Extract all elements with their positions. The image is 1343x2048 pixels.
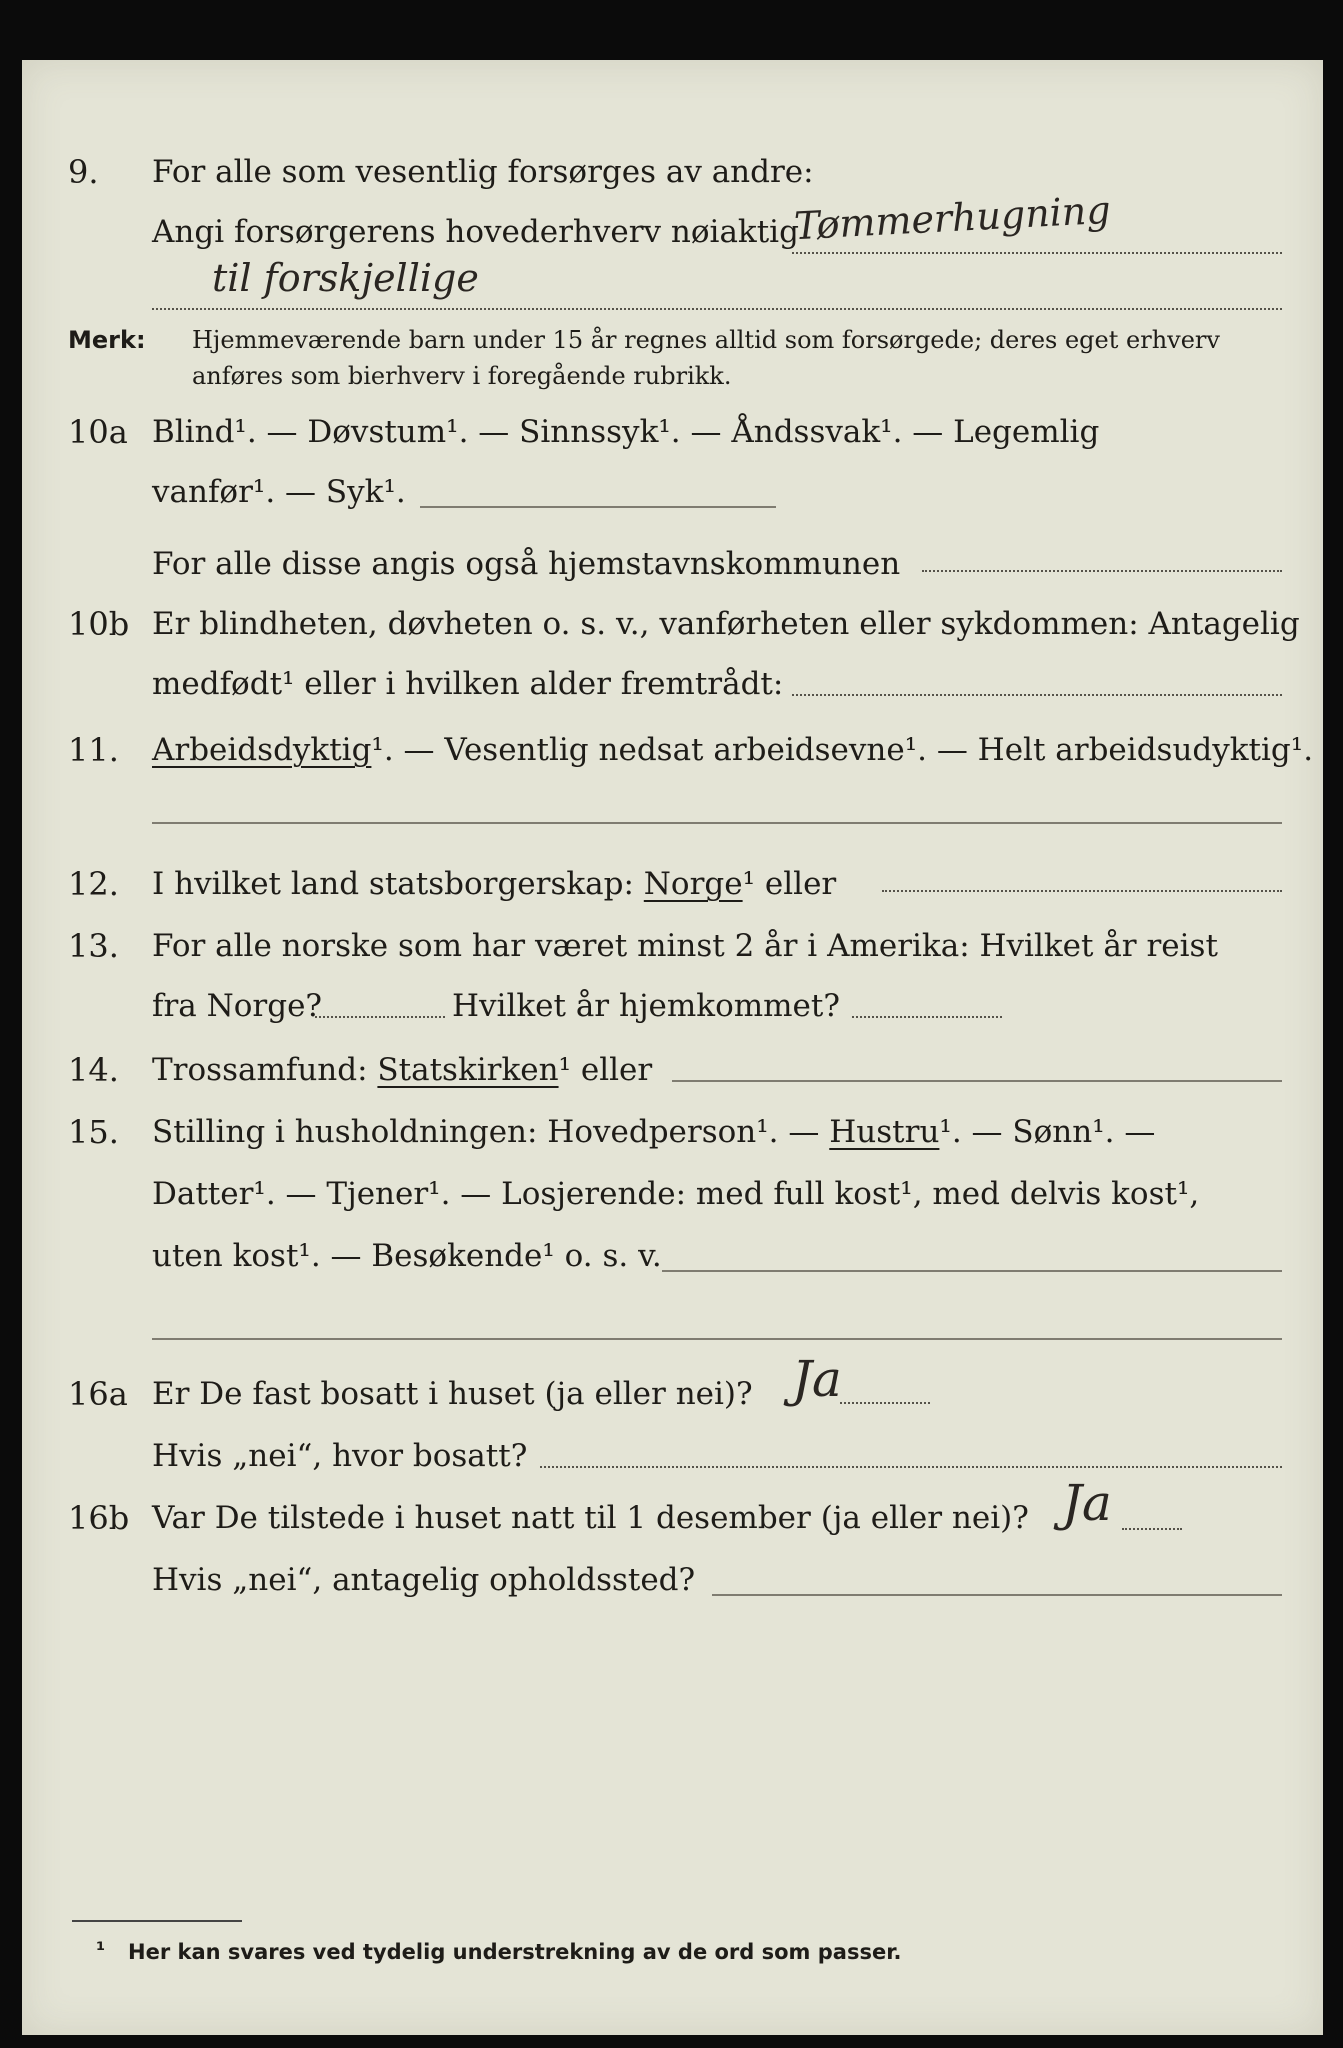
q13-hjemkommet-line (852, 1016, 1002, 1018)
q12-answer-line (882, 890, 1282, 892)
q10a-options-2: vanfør¹. — Syk¹. (152, 474, 406, 510)
q13-hjemkommet: Hvilket år hjemkommet? (452, 988, 840, 1024)
q9-handwritten-answer-2: til forskjellige (212, 256, 479, 300)
q14-answer-line (672, 1080, 1282, 1082)
q10a-syk-line (420, 506, 776, 508)
q15-question (152, 1112, 1155, 1152)
q12-number: 12. (68, 865, 119, 903)
q12-selected-option: Norge (643, 866, 743, 902)
q13-reist: fra Norge? (152, 988, 323, 1024)
q12-question-text: I hvilket land statsborgerskap: (152, 866, 634, 902)
q16b-number: 16b (68, 1499, 130, 1537)
merk-text-2: anføres som bierhverv i foregående rubrikk. (192, 362, 732, 390)
q14-question-post: ¹ eller (558, 1052, 653, 1088)
q14-question-text: Trossamfund: (152, 1052, 368, 1088)
q14-number: 14. (68, 1051, 119, 1089)
q13-number: 13. (68, 927, 119, 965)
q12-question-post: ¹ eller (742, 866, 837, 902)
q16a-question: Er De fast bosatt i huset (ja eller nei)? (152, 1376, 753, 1412)
q11-answer-line (152, 822, 1282, 824)
merk-label: Merk: (68, 326, 146, 354)
q15-number: 15. (68, 1113, 119, 1151)
q15-answer-line-2 (152, 1338, 1282, 1340)
q16b-opholdssted: Hvis „nei“, antagelig opholdssted? (152, 1562, 696, 1598)
q16b-question: Var De tilstede i huset natt til 1 desember (ja eller nei)? (152, 1500, 1029, 1536)
q11-options (152, 730, 1313, 770)
q16a-number: 16a (68, 1375, 128, 1413)
q15-selected-option: Hustru (829, 1114, 940, 1150)
q16a-bosatt-line (540, 1466, 1282, 1468)
q15-question-text: Stilling i husholdningen: Hovedperson¹. — (152, 1114, 820, 1150)
q16a-bosatt: Hvis „nei“, hvor bosatt? (152, 1438, 528, 1474)
q11-number: 11. (68, 731, 119, 769)
q14-question (152, 1050, 652, 1090)
q9-handwritten-answer-1: Tømmerhugning (793, 187, 1112, 249)
footnote-text: Her kan svares ved tydelig understrekning av de ord som passer. (128, 1940, 902, 1964)
q10a-number: 10a (68, 413, 128, 451)
footnote-mark: ¹ (96, 1938, 106, 1962)
q10b-number: 10b (68, 605, 130, 643)
q10b-answer-line (792, 694, 1282, 696)
q11-options-rest: ¹. — Vesentlig nedsat arbeidsevne¹. — Helt arbeidsudyktig¹. (371, 732, 1314, 768)
merk-text-1: Hjemmeværende barn under 15 år regnes alltid som forsørgede; deres eget erhverv (192, 326, 1220, 354)
q10a-hjemstavn: For alle disse angis også hjemstavnskommunen (152, 546, 901, 582)
q9-question-2: Angi forsørgerens hovederhverv nøiaktig (152, 214, 799, 250)
q16b-answer-line (1122, 1528, 1182, 1530)
census-form-page (22, 60, 1323, 2035)
q16b-handwritten-answer: Ja (1062, 1474, 1112, 1532)
q15-answer-line (662, 1270, 1282, 1272)
q16a-handwritten-answer: Ja (792, 1350, 842, 1408)
q10a-options: Blind¹. — Døvstum¹. — Sinnssyk¹. — Åndssvak¹. — Legemlig (152, 414, 1100, 450)
q13-question: For alle norske som har været minst 2 år i Amerika: Hvilket år reist (152, 928, 1218, 964)
q14-selected-option: Statskirken (377, 1052, 559, 1088)
q9-number: 9. (68, 153, 99, 191)
q9-answer-line-1 (792, 252, 1282, 254)
q9-question: For alle som vesentlig forsørges av andre: (152, 154, 814, 190)
q10a-hjemstavn-line (922, 570, 1282, 572)
q15-options-2: Datter¹. — Tjener¹. — Losjerende: med full kost¹, med delvis kost¹, (152, 1176, 1200, 1212)
q10b-question: Er blindheten, døvheten o. s. v., vanførheten eller sykdommen: Antagelig (152, 606, 1300, 642)
q11-selected-option: Arbeidsdyktig (152, 732, 372, 768)
q15-options-3: uten kost¹. — Besøkende¹ o. s. v. (152, 1238, 662, 1274)
q12-question (152, 864, 836, 904)
q16b-opholdssted-line (712, 1594, 1282, 1596)
q13-reist-line (315, 1016, 445, 1018)
q9-answer-line-2 (152, 308, 1282, 310)
q10b-question-2: medfødt¹ eller i hvilken alder fremtrådt: (152, 666, 784, 702)
q15-question-post: ¹. — Sønn¹. — (939, 1114, 1156, 1150)
q16a-answer-line (840, 1402, 930, 1404)
footnote-rule (72, 1920, 242, 1922)
